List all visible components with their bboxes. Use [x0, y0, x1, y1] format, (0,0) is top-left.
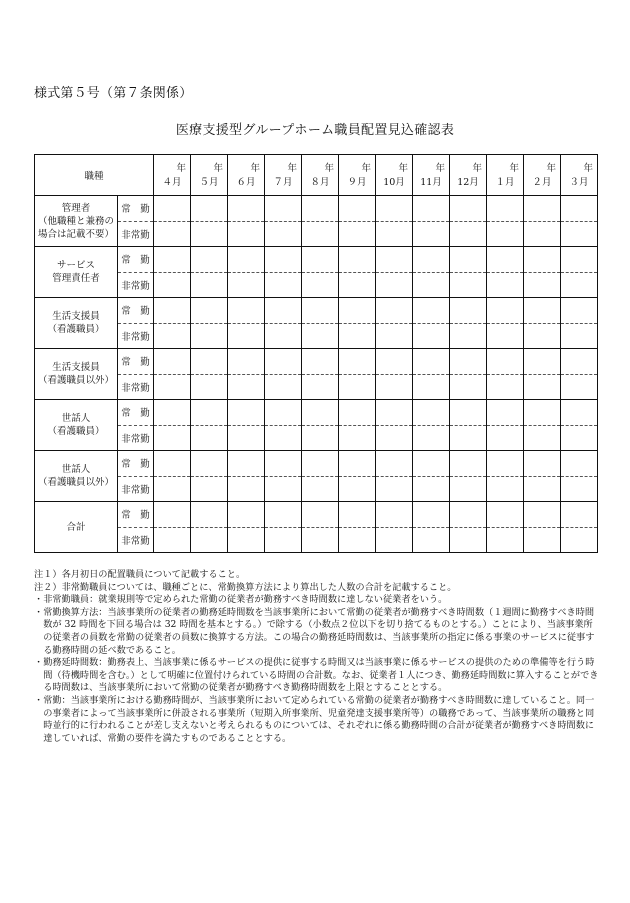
staff-count-cell[interactable]: [302, 272, 339, 298]
year-label: 年: [361, 163, 372, 174]
staff-count-cell[interactable]: [413, 527, 450, 553]
staff-count-cell[interactable]: [339, 323, 376, 349]
staff-count-cell[interactable]: [413, 374, 450, 400]
staff-count-cell[interactable]: [154, 425, 191, 451]
staff-count-cell[interactable]: [265, 272, 302, 298]
staff-count-cell[interactable]: [339, 425, 376, 451]
staff-count-cell[interactable]: [339, 502, 376, 528]
table-row: [35, 374, 598, 400]
staff-count-cell[interactable]: [376, 247, 413, 273]
staff-count-cell[interactable]: [561, 298, 598, 324]
staff-count-cell[interactable]: [376, 400, 413, 426]
staff-count-cell[interactable]: [339, 374, 376, 400]
year-label: 年: [398, 163, 409, 174]
staff-count-cell[interactable]: [413, 425, 450, 451]
staff-count-cell[interactable]: [228, 476, 265, 502]
header-month-7: [376, 155, 413, 196]
staff-count-cell[interactable]: [302, 221, 339, 247]
month-label: ４月: [162, 177, 182, 188]
table-row: [35, 247, 598, 273]
staff-count-cell[interactable]: [524, 425, 561, 451]
employment-full-time: 常 勤: [118, 349, 154, 375]
staff-count-cell[interactable]: [191, 502, 228, 528]
staffing-table-body: [35, 155, 598, 553]
role-label: [35, 502, 118, 553]
employment-part-time: 非常勤: [118, 323, 154, 349]
header-month-5: [302, 155, 339, 196]
staff-count-cell[interactable]: [339, 349, 376, 375]
staff-count-cell[interactable]: [413, 323, 450, 349]
staff-count-cell[interactable]: [524, 272, 561, 298]
staff-count-cell[interactable]: [265, 323, 302, 349]
table-row: [35, 272, 598, 298]
staff-count-cell[interactable]: [302, 451, 339, 477]
staff-count-cell[interactable]: [228, 451, 265, 477]
year-label: 年: [213, 163, 224, 174]
year-label: 年: [583, 163, 594, 174]
document-title: 医療支援型グループホーム職員配置見込確認表: [175, 123, 455, 138]
staff-count-cell[interactable]: [154, 502, 191, 528]
staff-count-cell[interactable]: [191, 400, 228, 426]
role-label-line: （他職種と兼務の: [37, 215, 114, 227]
table-row: [35, 425, 598, 451]
note-item: [34, 607, 600, 657]
role-label: [35, 196, 118, 247]
staff-count-cell[interactable]: [561, 349, 598, 375]
staff-count-cell[interactable]: [487, 221, 524, 247]
staff-count-cell[interactable]: [302, 374, 339, 400]
role-label: [35, 400, 118, 451]
year-label: 年: [435, 163, 446, 174]
note-text: 勤務延時間数：勤務表上、当該事業に係るサービスの提供に従事する時間又は当該事業に係るサービスの提供のための準備等を行う時間（待機時間を含む。）として明確に位置付けられている時間の合計数。なお、従業者１人につき、勤務延時間数に算入することができる時間数は、当該事業所において常勤の従業者が勤務すべき勤務時間数を上限とすることとする。: [43, 657, 599, 694]
staff-count-cell[interactable]: [302, 527, 339, 553]
note-text: 非常勤職員については、職種ごとに、常勤換算方法により算出した人数の合計を記載すること。: [61, 581, 457, 593]
staff-count-cell[interactable]: [265, 247, 302, 273]
staff-count-cell[interactable]: [524, 527, 561, 553]
table-row: [35, 476, 598, 502]
table-row: [35, 298, 598, 324]
staff-count-cell[interactable]: [154, 323, 191, 349]
staff-count-cell[interactable]: [561, 400, 598, 426]
role-label: [35, 451, 118, 502]
staff-count-cell[interactable]: [154, 400, 191, 426]
staff-count-cell[interactable]: [561, 451, 598, 477]
month-label: ９月: [347, 177, 367, 188]
role-label-line: 生活支援員: [52, 311, 100, 322]
month-label: 10月: [383, 177, 405, 188]
year-label: 年: [324, 163, 335, 174]
staff-count-cell[interactable]: [561, 425, 598, 451]
staff-count-cell[interactable]: [339, 298, 376, 324]
staff-count-cell[interactable]: [302, 349, 339, 375]
staff-count-cell[interactable]: [487, 425, 524, 451]
role-label-line: （看護職員以外）: [37, 375, 114, 386]
header-month-4: [265, 155, 302, 196]
note-text: 非常勤職員：就業規則等で定められた常勤の従業者が勤務すべき時間数に達しない従業者をいう。: [43, 594, 448, 606]
staff-count-cell[interactable]: [524, 502, 561, 528]
table-header-row: [35, 155, 598, 196]
note-marker: 注１）: [34, 569, 62, 580]
staff-count-cell[interactable]: [487, 374, 524, 400]
staff-count-cell[interactable]: [450, 476, 487, 502]
staff-count-cell[interactable]: [524, 247, 561, 273]
staff-count-cell[interactable]: [487, 476, 524, 502]
staff-count-cell[interactable]: [265, 221, 302, 247]
role-label-line: 世話人: [61, 464, 91, 475]
staff-count-cell[interactable]: [376, 502, 413, 528]
employment-part-time: 非常勤: [118, 374, 154, 400]
staff-count-cell[interactable]: [339, 476, 376, 502]
staff-count-cell[interactable]: [450, 374, 487, 400]
staff-count-cell[interactable]: [228, 247, 265, 273]
staff-count-cell[interactable]: [487, 298, 524, 324]
table-row: [35, 527, 598, 553]
note-marker: 注２）: [34, 581, 62, 593]
note-text: 各月初日の配置職員について記載すること。: [61, 569, 246, 580]
staff-count-cell[interactable]: [376, 374, 413, 400]
staff-count-cell[interactable]: [228, 349, 265, 375]
note-marker: ・: [34, 657, 44, 669]
staff-count-cell[interactable]: [265, 374, 302, 400]
staff-count-cell[interactable]: [228, 298, 265, 324]
employment-full-time: 常 勤: [118, 298, 154, 324]
note-item: [34, 582, 600, 595]
employment-part-time: 非常勤: [118, 476, 154, 502]
year-label: 年: [509, 163, 520, 174]
staff-count-cell[interactable]: [487, 502, 524, 528]
staff-count-cell[interactable]: [561, 527, 598, 553]
table-row: [35, 451, 598, 477]
role-label-line: サービス: [56, 260, 95, 271]
staff-count-cell[interactable]: [154, 527, 191, 553]
month-label: ６月: [236, 177, 256, 188]
employment-full-time: 常 勤: [118, 502, 154, 528]
month-label: ３月: [569, 177, 589, 188]
staff-count-cell[interactable]: [265, 400, 302, 426]
month-label: ７月: [273, 177, 293, 188]
staff-count-cell[interactable]: [524, 323, 561, 349]
role-label-line: （看護職員以外）: [37, 477, 114, 488]
month-label: ８月: [310, 177, 330, 188]
table-row: [35, 221, 598, 247]
note-item: [34, 657, 600, 695]
header-month-3: [228, 155, 265, 196]
staff-count-cell[interactable]: [154, 221, 191, 247]
month-label: 12月: [457, 177, 479, 188]
staff-count-cell[interactable]: [413, 221, 450, 247]
staff-count-cell[interactable]: [413, 298, 450, 324]
note-text: 常勤：当該事業所における勤務時間が、当該事業所において定められている常勤の従業者が勤務すべき時間数に達していること。同一の事業者によって当該事業所に併設される事業所（短期入所事業所、児童発達支援事業所等）の職務であって、当該事業所の職務と同時並行的に行われることが差し支えないと考えられるものについては、それぞれに係る勤務時間の合計が従業者が勤務すべき時間数に達していれば、常勤の要件を満たすものであることとする。: [43, 694, 595, 744]
role-label-line: （看護職員）: [47, 324, 105, 335]
staff-count-cell[interactable]: [487, 527, 524, 553]
header-month-1: [154, 155, 191, 196]
table-row: [35, 323, 598, 349]
staff-count-cell[interactable]: [154, 247, 191, 273]
staff-count-cell[interactable]: [191, 527, 228, 553]
staff-count-cell[interactable]: [413, 349, 450, 375]
year-label: 年: [250, 163, 261, 174]
staff-count-cell[interactable]: [376, 527, 413, 553]
staff-count-cell[interactable]: [524, 221, 561, 247]
staff-count-cell[interactable]: [487, 349, 524, 375]
header-month-11: [524, 155, 561, 196]
staff-count-cell[interactable]: [154, 374, 191, 400]
staff-count-cell[interactable]: [487, 400, 524, 426]
staff-count-cell[interactable]: [413, 502, 450, 528]
table-row: [35, 349, 598, 375]
staff-count-cell[interactable]: [154, 476, 191, 502]
staff-count-cell[interactable]: [265, 196, 302, 222]
staff-count-cell[interactable]: [228, 323, 265, 349]
month-label: ５月: [199, 177, 219, 188]
staff-count-cell[interactable]: [413, 476, 450, 502]
staff-count-cell[interactable]: [561, 196, 598, 222]
staff-count-cell[interactable]: [487, 247, 524, 273]
staff-count-cell[interactable]: [154, 298, 191, 324]
staff-count-cell[interactable]: [191, 221, 228, 247]
role-label-line: 場合は記載不要）: [37, 228, 114, 240]
header-month-10: [487, 155, 524, 196]
staff-count-cell[interactable]: [450, 425, 487, 451]
staff-count-cell[interactable]: [191, 476, 228, 502]
role-label-line: （看護職員）: [47, 426, 105, 437]
staff-count-cell[interactable]: [524, 400, 561, 426]
staff-count-cell[interactable]: [524, 476, 561, 502]
staff-count-cell[interactable]: [450, 247, 487, 273]
staff-count-cell[interactable]: [154, 451, 191, 477]
staff-count-cell[interactable]: [561, 502, 598, 528]
year-label: 年: [472, 163, 483, 174]
staff-count-cell[interactable]: [487, 451, 524, 477]
staff-count-cell[interactable]: [524, 374, 561, 400]
header-month-6: [339, 155, 376, 196]
staff-count-cell[interactable]: [376, 221, 413, 247]
staff-count-cell[interactable]: [228, 272, 265, 298]
staff-count-cell[interactable]: [376, 451, 413, 477]
header-month-2: [191, 155, 228, 196]
staff-count-cell[interactable]: [191, 425, 228, 451]
staff-count-cell[interactable]: [524, 451, 561, 477]
staff-count-cell[interactable]: [265, 476, 302, 502]
staff-count-cell[interactable]: [154, 272, 191, 298]
staff-count-cell[interactable]: [154, 196, 191, 222]
form-number: 様式第５号（第７条関係）: [34, 86, 193, 101]
table-row: [35, 196, 598, 222]
staff-count-cell[interactable]: [302, 476, 339, 502]
staff-count-cell[interactable]: [302, 323, 339, 349]
staff-count-cell[interactable]: [376, 323, 413, 349]
staff-count-cell[interactable]: [487, 323, 524, 349]
staff-count-cell[interactable]: [302, 247, 339, 273]
staff-count-cell[interactable]: [450, 323, 487, 349]
staff-count-cell[interactable]: [450, 221, 487, 247]
staff-count-cell[interactable]: [487, 196, 524, 222]
header-role: 職種: [35, 155, 154, 196]
staff-count-cell[interactable]: [450, 400, 487, 426]
employment-full-time: 常 勤: [118, 400, 154, 426]
staff-count-cell[interactable]: [154, 349, 191, 375]
employment-full-time: 常 勤: [118, 247, 154, 273]
staff-count-cell[interactable]: [450, 451, 487, 477]
staff-count-cell[interactable]: [450, 298, 487, 324]
staff-count-cell[interactable]: [376, 196, 413, 222]
year-label: 年: [546, 163, 557, 174]
employment-full-time: 常 勤: [118, 196, 154, 222]
staff-count-cell[interactable]: [561, 323, 598, 349]
header-month-8: [413, 155, 450, 196]
staff-count-cell[interactable]: [191, 247, 228, 273]
role-label-line: 管理責任者: [52, 273, 100, 284]
staff-count-cell[interactable]: [376, 425, 413, 451]
staff-count-cell[interactable]: [450, 349, 487, 375]
role-label-line: 世話人: [61, 413, 91, 424]
staff-count-cell[interactable]: [339, 196, 376, 222]
staff-count-cell[interactable]: [339, 451, 376, 477]
employment-part-time: 非常勤: [118, 272, 154, 298]
staffing-table: [34, 154, 598, 553]
staff-count-cell[interactable]: [191, 451, 228, 477]
staff-count-cell[interactable]: [524, 349, 561, 375]
note-item: [34, 695, 600, 745]
year-label: 年: [176, 163, 187, 174]
month-label: ２月: [532, 177, 552, 188]
staff-count-cell[interactable]: [191, 196, 228, 222]
role-label: [35, 349, 118, 400]
staff-count-cell[interactable]: [265, 451, 302, 477]
employment-part-time: 非常勤: [118, 221, 154, 247]
notes-section: [34, 569, 600, 745]
staff-count-cell[interactable]: [265, 502, 302, 528]
header-month-9: [450, 155, 487, 196]
staff-count-cell[interactable]: [450, 527, 487, 553]
staff-count-cell[interactable]: [413, 451, 450, 477]
staff-count-cell[interactable]: [339, 527, 376, 553]
role-label: [35, 247, 118, 298]
employment-full-time: 常 勤: [118, 451, 154, 477]
staff-count-cell[interactable]: [302, 502, 339, 528]
staff-count-cell[interactable]: [450, 272, 487, 298]
staff-count-cell[interactable]: [302, 425, 339, 451]
staff-count-cell[interactable]: [561, 247, 598, 273]
staff-count-cell[interactable]: [228, 502, 265, 528]
staff-count-cell[interactable]: [561, 221, 598, 247]
staff-count-cell[interactable]: [339, 221, 376, 247]
staff-count-cell[interactable]: [561, 272, 598, 298]
staff-count-cell[interactable]: [191, 272, 228, 298]
role-label-line: 合計: [66, 521, 86, 533]
table-row: [35, 400, 598, 426]
staff-count-cell[interactable]: [191, 374, 228, 400]
staff-count-cell[interactable]: [524, 196, 561, 222]
staff-count-cell[interactable]: [191, 323, 228, 349]
staff-count-cell[interactable]: [561, 476, 598, 502]
employment-part-time: 非常勤: [118, 425, 154, 451]
staff-count-cell[interactable]: [228, 425, 265, 451]
staff-count-cell[interactable]: [302, 196, 339, 222]
note-marker: ・: [34, 606, 44, 618]
staff-count-cell[interactable]: [228, 196, 265, 222]
staff-count-cell[interactable]: [561, 374, 598, 400]
staff-count-cell[interactable]: [265, 527, 302, 553]
staff-count-cell[interactable]: [376, 298, 413, 324]
note-item: [34, 569, 600, 582]
staff-count-cell[interactable]: [413, 247, 450, 273]
staff-count-cell[interactable]: [487, 272, 524, 298]
staff-count-cell[interactable]: [450, 196, 487, 222]
staff-count-cell[interactable]: [191, 349, 228, 375]
note-item: [34, 594, 600, 607]
role-label: [35, 298, 118, 349]
staff-count-cell[interactable]: [413, 272, 450, 298]
staff-count-cell[interactable]: [413, 196, 450, 222]
staff-count-cell[interactable]: [450, 502, 487, 528]
staff-count-cell[interactable]: [376, 272, 413, 298]
staff-count-cell[interactable]: [339, 247, 376, 273]
year-label: 年: [287, 163, 298, 174]
note-marker: ・: [34, 594, 44, 606]
employment-part-time: 非常勤: [118, 527, 154, 553]
staff-count-cell[interactable]: [339, 272, 376, 298]
staff-count-cell[interactable]: [302, 298, 339, 324]
month-label: １月: [495, 177, 515, 188]
staff-count-cell[interactable]: [228, 374, 265, 400]
staff-count-cell[interactable]: [524, 298, 561, 324]
note-marker: ・: [34, 694, 44, 706]
staff-count-cell[interactable]: [228, 400, 265, 426]
staff-count-cell[interactable]: [339, 400, 376, 426]
role-label-line: 生活支援員: [52, 362, 100, 373]
staff-count-cell[interactable]: [228, 527, 265, 553]
staff-count-cell[interactable]: [265, 349, 302, 375]
staff-count-cell[interactable]: [265, 425, 302, 451]
header-month-12: [561, 155, 598, 196]
month-label: 11月: [420, 177, 442, 188]
table-row: [35, 502, 598, 528]
role-label-line: 管理者: [61, 202, 91, 214]
staff-count-cell[interactable]: [376, 349, 413, 375]
staff-count-cell[interactable]: [413, 400, 450, 426]
staff-count-cell[interactable]: [302, 400, 339, 426]
staff-count-cell[interactable]: [228, 221, 265, 247]
staff-count-cell[interactable]: [191, 298, 228, 324]
staff-count-cell[interactable]: [376, 476, 413, 502]
note-text: 常勤換算方法：当該事業所の従業者の勤務延時間数を当該事業所において常勤の従業者が勤務すべき時間数（１週間に勤務すべき時間数が 32 時間を下回る場合は 32 時間を基本とする。）で除する（小数点２位以下を切り捨てるものとする。）ことにより、当該事業所の従業者の員数を常勤の従業者の員数に換算する方法。この場合の勤務延時間数は、当該事業所の指定に係る事業のサービスに従事する勤務時間の延べ数であること。: [43, 606, 595, 656]
staff-count-cell[interactable]: [265, 298, 302, 324]
